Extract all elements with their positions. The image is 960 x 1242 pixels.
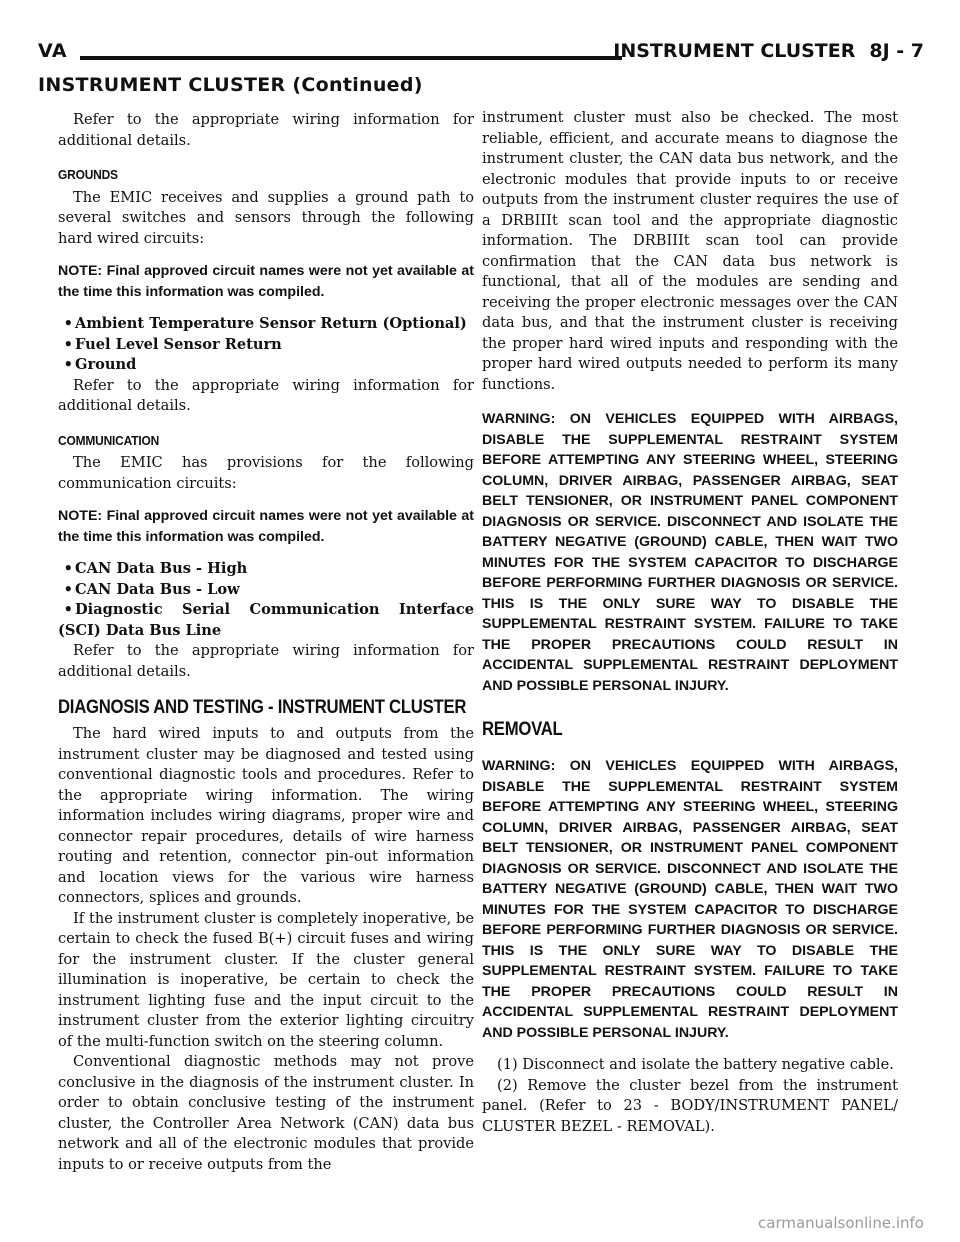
paragraph: Conventional diagnostic methods may not prove conclusive in the diagnosis of the instrument cluster. In order to obtain conclusive testing of the instrument cluster, the Controller Area Network (CAN) data bus network and all of the electronic modules that provide inputs to or receive outputs from the bbox=[58, 1053, 474, 1173]
right-column bbox=[482, 108, 898, 1137]
list-item: • Diagnostic Serial Communication Interface (SCI) Data Bus Line bbox=[58, 601, 474, 639]
paragraph: Refer to the appropriate wiring information for additional details. bbox=[58, 642, 474, 680]
step: (1) Disconnect and isolate the battery negative cable. bbox=[497, 1056, 894, 1073]
header-title-block bbox=[613, 40, 924, 62]
step: (2) Remove the cluster bezel from the instrument panel. (Refer to 23 - BODY/INSTRUMENT PANEL/ CLUSTER BEZEL - REMOVAL). bbox=[482, 1076, 898, 1135]
bullet-icon: • bbox=[63, 356, 73, 373]
diagnosis-heading: DIAGNOSIS AND TESTING - INSTRUMENT CLUSTER bbox=[58, 697, 467, 718]
warning: WARNING: ON VEHICLES EQUIPPED WITH AIRBAGS, DISABLE THE SUPPLEMENTAL RESTRAINT SYSTEM BEFORE ATTEMPTING ANY STEERING WHEEL, STEERING COLUMN, DRIVER AIRBAG, PASSENGER AIRBAG, SEAT BELT TENSIONER, OR INSTRUMENT PANEL COMPONENT DIAGNOSIS OR SERVICE. DISCONNECT AND ISOLATE THE BATTERY NEGATIVE (GROUND) CABLE, THEN WAIT TWO MINUTES FOR THE SYSTEM CAPACITOR TO DISCHARGE BEFORE PERFORMING FURTHER DIAGNOSIS OR SERVICE. THIS IS THE ONLY SURE WAY TO DISABLE THE SUPPLEMENTAL RESTRAINT SYSTEM. FAILURE TO TAKE THE PROPER PRECAUTIONS COULD RESULT IN ACCIDENTAL SUPPLEMENTAL RESTRAINT DEPLOYMENT AND POSSIBLE PERSONAL INJURY. bbox=[482, 411, 898, 694]
bullet-icon: • bbox=[63, 335, 73, 353]
header-rule bbox=[80, 56, 622, 60]
left-column bbox=[58, 110, 474, 1175]
section-title: INSTRUMENT CLUSTER bbox=[613, 40, 856, 62]
grounds-heading: GROUNDS bbox=[58, 167, 118, 182]
paragraph: If the instrument cluster is completely inoperative, be certain to check the fused B(+) circuit fuses and wiring for the instrument cluster. If the cluster general illumination is inoperative, be certain to check the instrument lighting fuse and the input circuit to the instrument cluster from the exterior lighting circuitry of the multi-function switch on the steering column. bbox=[58, 909, 474, 1050]
list-item: • CAN Data Bus - Low bbox=[58, 580, 474, 601]
note: NOTE: Final approved circuit names were not yet available at the time this information was compiled. bbox=[58, 263, 474, 300]
grounds-list bbox=[58, 314, 474, 376]
watermark: carmanualsonline.info bbox=[758, 1214, 924, 1232]
paragraph: The EMIC receives and supplies a ground path to several switches and sensors through the following hard wired circuits: bbox=[58, 188, 474, 247]
communication-list bbox=[58, 559, 474, 641]
page-header bbox=[38, 40, 924, 68]
list-item: • Ground bbox=[58, 355, 474, 376]
paragraph: instrument cluster must also be checked. The most reliable, efficient, and accurate means to diagnose the instrument cluster, the CAN data bus network, and the electronic modules that provide inputs to or receive outputs from the instrument cluster requires the use of a DRBIIIt scan tool and the appropriate diagnostic information. The DRBIIIt scan tool can provide confirmation that the CAN data bus network is functional, that all of the modules are sending and receiving the proper electronic messages over the CAN data bus, and that the instrument cluster is receiving the proper hard wired inputs and responding with the proper hard wired outputs needed to perform its many functions. bbox=[482, 109, 898, 393]
vehicle-code: VA bbox=[38, 40, 68, 62]
list-item: • Fuel Level Sensor Return bbox=[58, 335, 474, 356]
warning: WARNING: ON VEHICLES EQUIPPED WITH AIRBAGS, DISABLE THE SUPPLEMENTAL RESTRAINT SYSTEM BEFORE ATTEMPTING ANY STEERING WHEEL, STEERING COLUMN, DRIVER AIRBAG, PASSENGER AIRBAG, SEAT BELT TENSIONER, OR INSTRUMENT PANEL COMPONENT DIAGNOSIS OR SERVICE. DISCONNECT AND ISOLATE THE BATTERY NEGATIVE (GROUND) CABLE, THEN WAIT TWO MINUTES FOR THE SYSTEM CAPACITOR TO DISCHARGE BEFORE PERFORMING FURTHER DIAGNOSIS OR SERVICE. THIS IS THE ONLY SURE WAY TO DISABLE THE SUPPLEMENTAL RESTRAINT SYSTEM. FAILURE TO TAKE THE PROPER PRECAUTIONS COULD RESULT IN ACCIDENTAL SUPPLEMENTAL RESTRAINT DEPLOYMENT AND POSSIBLE PERSONAL INJURY. bbox=[482, 758, 898, 1041]
bullet-icon: • bbox=[63, 601, 73, 618]
bullet-icon: • bbox=[63, 580, 73, 598]
communication-heading: COMMUNICATION bbox=[58, 432, 160, 448]
list-item: • CAN Data Bus - High bbox=[58, 559, 474, 580]
note: NOTE: Final approved circuit names were not yet available at the time this information was compiled. bbox=[58, 508, 474, 545]
paragraph: Refer to the appropriate wiring information for additional details. bbox=[58, 111, 474, 149]
paragraph: The EMIC has provisions for the following communication circuits: bbox=[58, 454, 474, 492]
bullet-icon: • bbox=[63, 560, 73, 577]
page-number: 8J - 7 bbox=[869, 40, 924, 62]
bullet-icon: • bbox=[63, 315, 73, 332]
removal-heading: REMOVAL bbox=[482, 719, 563, 740]
continued-heading: INSTRUMENT CLUSTER (Continued) bbox=[38, 74, 423, 96]
paragraph: Refer to the appropriate wiring information for additional details. bbox=[58, 376, 474, 414]
paragraph: The hard wired inputs to and outputs from the instrument cluster may be diagnosed and tested using conventional diagnostic tools and procedures. Refer to the appropriate wiring information. The wiring information includes wiring diagrams, proper wire and connector repair procedures, details of wire harness routing and retention, connector pin-out information and location views for the various wire harness connectors, splices and grounds. bbox=[58, 725, 474, 906]
list-item: • Ambient Temperature Sensor Return (Optional) bbox=[58, 314, 474, 335]
